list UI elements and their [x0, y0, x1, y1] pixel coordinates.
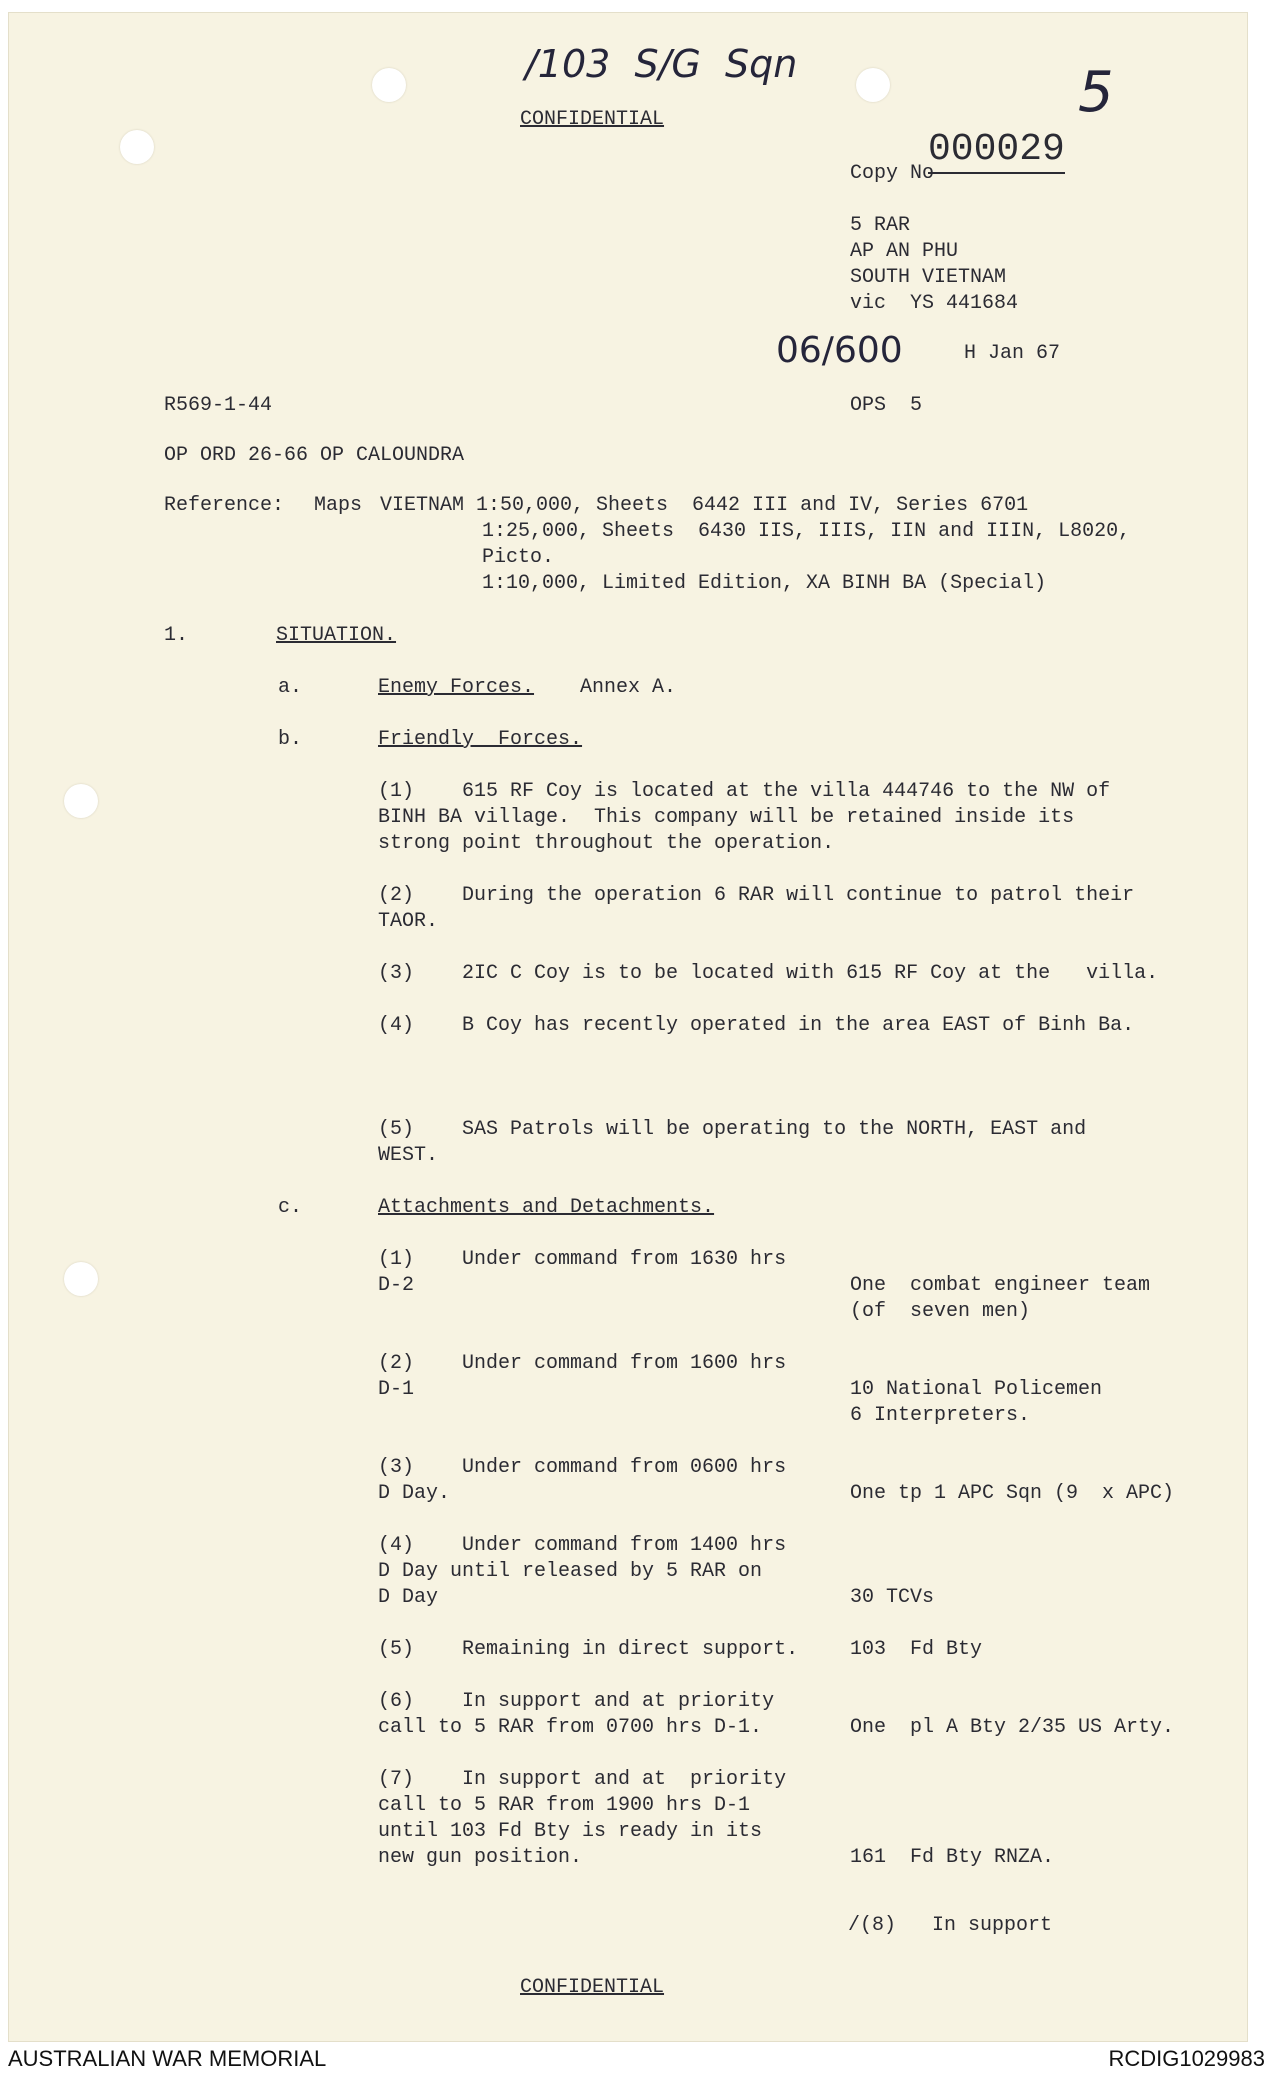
attachment-6-left-1: (6) In support and at priority	[378, 1690, 775, 1713]
dtg-suffix: H Jan 67	[964, 342, 1061, 365]
reference-line-3: Picto.	[482, 546, 555, 569]
attachment-3-right-1: One tp 1 APC Sqn (9 x APC)	[850, 1482, 1175, 1505]
attachment-6-right-1: One pl A Bty 2/35 US Arty.	[850, 1716, 1175, 1739]
attachment-4-left-3: D Day	[378, 1586, 439, 1609]
b5-line-2: WEST.	[378, 1144, 439, 1167]
attachment-4-left-1: (4) Under command from 1400 hrs	[378, 1534, 787, 1557]
punch-hole	[120, 130, 154, 164]
ops-number: OPS 5	[850, 394, 923, 417]
classification-top: CONFIDENTIAL	[520, 108, 665, 131]
reference-line-1: VIETNAM 1:50,000, Sheets 6442 III and IV, Series 6701	[380, 494, 1029, 517]
unit: 5 RAR	[850, 214, 911, 237]
attachment-1-left-2: D-2	[378, 1274, 415, 1297]
para-b-title: Friendly Forces.	[378, 728, 583, 751]
attachment-2-left-2: D-1	[378, 1378, 415, 1401]
section-number: 1.	[164, 624, 189, 647]
reference-label: Reference:	[164, 494, 285, 517]
para-c-label: c.	[278, 1196, 303, 1219]
b1-line-2: BINH BA village. This company will be retained inside its	[378, 806, 1075, 829]
para-a-title: Enemy Forces.	[378, 676, 535, 699]
handwritten-dtg: 06/600	[776, 330, 903, 371]
attachment-5-left-1: (5) Remaining in direct support.	[378, 1638, 799, 1661]
para-a-label: a.	[278, 676, 303, 699]
punch-hole	[856, 68, 890, 102]
archive-id: RCDIG1029983	[1108, 2046, 1265, 2071]
attachment-7-left-2: call to 5 RAR from 1900 hrs D-1	[378, 1794, 751, 1817]
attachment-4-left-2: D Day until released by 5 RAR on	[378, 1560, 763, 1583]
handwritten-page-number: 5	[1078, 60, 1114, 125]
attachment-7-left-1: (7) In support and at priority	[378, 1768, 787, 1791]
copy-number: 000029	[928, 128, 1065, 174]
para-b-label: b.	[278, 728, 303, 751]
punch-hole	[372, 68, 406, 102]
attachment-7-right-1: 161 Fd Bty RNZA.	[850, 1846, 1055, 1869]
handwritten-unit-note: /103 S/G Sqn	[525, 42, 798, 86]
continuation-marker: /(8) In support	[848, 1914, 1053, 1937]
b5-line-1: (5) SAS Patrols will be operating to the NORTH, EAST and	[378, 1118, 1087, 1141]
reference-line-2: 1:25,000, Sheets 6430 IIS, IIIS, IIN and IIIN, L8020,	[482, 520, 1131, 543]
b2-line-1: (2) During the operation 6 RAR will continue to patrol their	[378, 884, 1135, 907]
b1-line-3: strong point throughout the operation.	[378, 832, 835, 855]
b2-line-2: TAOR.	[378, 910, 439, 933]
reference-line-4: 1:10,000, Limited Edition, XA BINH BA (Special)	[482, 572, 1047, 595]
attachment-1-right-2: (of seven men)	[850, 1300, 1031, 1323]
section-title: SITUATION.	[276, 624, 397, 647]
file-reference: R569-1-44	[164, 394, 273, 417]
classification-bottom: CONFIDENTIAL	[520, 1976, 665, 1999]
para-a-text: Annex A.	[580, 676, 677, 699]
punch-hole	[64, 1262, 98, 1296]
attachment-6-left-2: call to 5 RAR from 0700 hrs D-1.	[378, 1716, 763, 1739]
attachment-7-left-3: until 103 Fd Bty is ready in its	[378, 1820, 763, 1843]
op-order-title: OP ORD 26-66 OP CALOUNDRA	[164, 444, 465, 467]
grid-reference: vic YS 441684	[850, 292, 1019, 315]
attachment-2-right-1: 10 National Policemen	[850, 1378, 1103, 1401]
b4-line-1: (4) B Coy has recently operated in the area EAST of Binh Ba.	[378, 1014, 1135, 1037]
attachment-5-right-1: 103 Fd Bty	[850, 1638, 983, 1661]
attachment-7-left-4: new gun position.	[378, 1846, 583, 1869]
attachment-2-right-2: 6 Interpreters.	[850, 1404, 1031, 1427]
location-line-1: AP AN PHU	[850, 240, 959, 263]
attachment-2-left-1: (2) Under command from 1600 hrs	[378, 1352, 787, 1375]
maps-label: Maps	[314, 494, 363, 517]
archive-credit: AUSTRALIAN WAR MEMORIAL	[8, 2046, 327, 2071]
copy-label: Copy No	[850, 162, 935, 185]
b1-line-1: (1) 615 RF Coy is located at the villa 444746 to the NW of	[378, 780, 1111, 803]
para-c-title: Attachments and Detachments.	[378, 1196, 715, 1219]
attachment-1-left-1: (1) Under command from 1630 hrs	[378, 1248, 787, 1271]
location-line-2: SOUTH VIETNAM	[850, 266, 1007, 289]
attachment-1-right-1: One combat engineer team	[850, 1274, 1151, 1297]
b3-line-1: (3) 2IC C Coy is to be located with 615 RF Coy at the villa.	[378, 962, 1159, 985]
punch-hole	[64, 784, 98, 818]
attachment-3-left-1: (3) Under command from 0600 hrs	[378, 1456, 787, 1479]
attachment-3-left-2: D Day.	[378, 1482, 451, 1505]
attachment-4-right-1: 30 TCVs	[850, 1586, 935, 1609]
